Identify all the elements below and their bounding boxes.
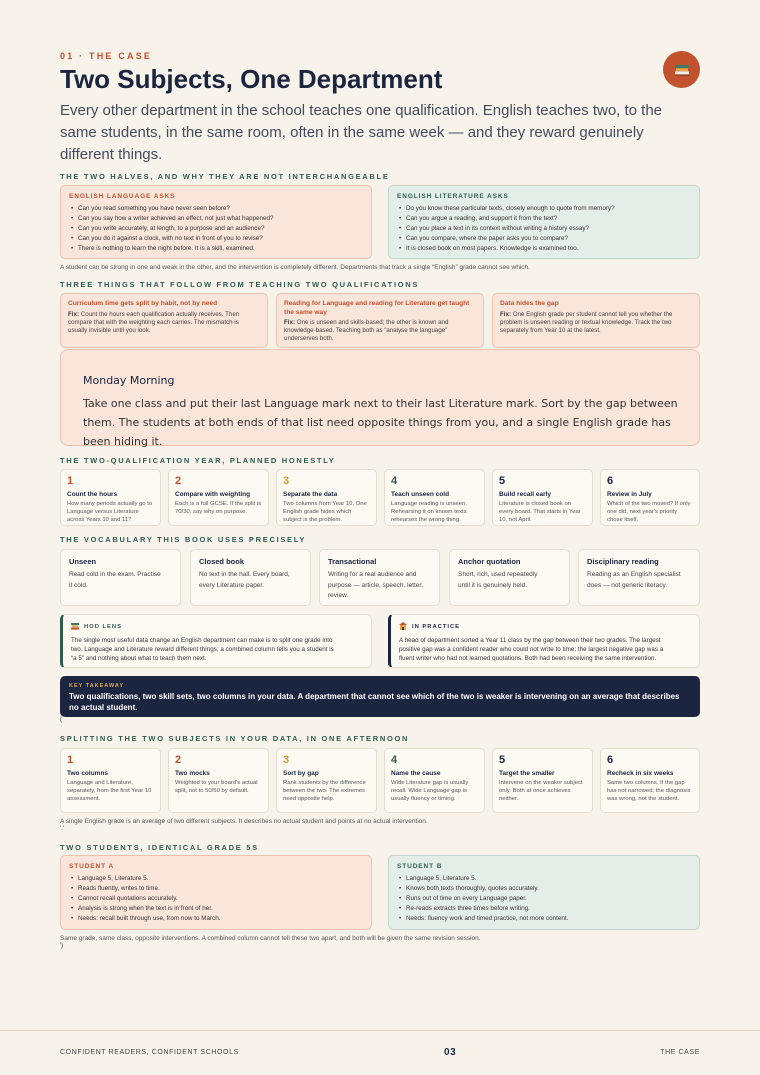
step-title: Two mocks <box>175 770 210 777</box>
books-icon <box>663 51 700 88</box>
step-title: Two columns <box>67 770 109 777</box>
vocab-line: until it is genuinely held. <box>458 581 528 589</box>
stray-mark: ( <box>60 717 62 723</box>
step-body: Wide Literature gap is usually recall. Wide Language gap is usually fluency or timing. <box>391 780 469 802</box>
three-things-body <box>500 311 692 336</box>
vocab-line: every Literature paper. <box>199 581 265 589</box>
splitting-step-5 <box>492 748 593 813</box>
halves-caption: A student can be strong in one and weak in the other, and the intervention is completely different. Departments that track a single “English” grade cannot see which. <box>60 264 530 271</box>
vocab-card-closed-book <box>190 549 311 606</box>
list-item: • Can you do it against a clock, with no text in front of you to revise? <box>71 234 363 244</box>
list-item: • Language 5, Literature 5. <box>71 874 363 884</box>
three-things-line: underserves both. <box>284 335 334 343</box>
step-number: 3 <box>283 754 290 766</box>
section-heading-vocabulary: THE VOCABULARY THIS BOOK USES PRECISELY <box>60 535 307 544</box>
list-item: • Knows both texts thoroughly, quotes accurately. <box>399 884 691 894</box>
section-kicker: 01 · THE CASE <box>60 51 153 61</box>
vocab-term: Transactional <box>328 557 377 566</box>
student-b-list <box>399 874 691 924</box>
list-item: • Language 5, Literature 5. <box>399 874 691 884</box>
language-asks-title: ENGLISH LANGUAGE ASKS <box>69 193 176 200</box>
key-takeaway-label: KEY TAKEAWAY <box>69 683 124 689</box>
vocab-definition <box>458 570 561 591</box>
student-b-title: STUDENT B <box>397 863 443 870</box>
student-a-box <box>60 855 372 930</box>
vocab-line: review. <box>328 592 349 599</box>
list-item: • Do you know these particular texts, closely enough to quote from memory? <box>399 204 691 214</box>
step-number: 1 <box>67 475 74 487</box>
list-item: • It is closed book on most papers. Knowledge is examined too. <box>399 244 691 254</box>
list-item: • Reads fluently, writes to time. <box>71 884 363 894</box>
step-number: 4 <box>391 754 398 766</box>
three-things-line: Count the hours each qualification actually receives. Then <box>80 310 240 318</box>
step-title: Name the cause <box>391 770 441 777</box>
step-title: Recheck in six weeks <box>607 770 674 777</box>
splitting-step-2 <box>168 748 269 813</box>
step-body: Intervene on the weaker subject only. Both at once achieves neither. <box>499 780 583 802</box>
splitting-step-6 <box>600 748 700 813</box>
section-heading-students: TWO STUDENTS, IDENTICAL GRADE 5S <box>60 843 259 852</box>
hod-lens-box <box>60 614 372 668</box>
splitting-step-1 <box>60 748 161 813</box>
key-takeaway-banner <box>60 676 700 717</box>
hod-lens-line: The single most useful data change an English department can make is to split one grade into <box>71 637 333 644</box>
three-things-card-2 <box>276 293 484 348</box>
in-practice-line: positive gap was a confident reader who could not write to time; the largest negative gap was a <box>399 645 664 653</box>
vocab-line: No text in the hall. Every board, <box>199 571 290 578</box>
vocab-term: Disciplinary reading <box>587 557 659 566</box>
year-plan-step-4 <box>384 469 485 526</box>
vocab-term: Anchor quotation <box>458 557 521 566</box>
step-number: 6 <box>607 754 614 766</box>
section-heading-three-things: THREE THINGS THAT FOLLOW FROM TEACHING TWO QUALIFICATIONS <box>60 280 420 289</box>
in-practice-line: fluent writer who had not learned quotations. Both had been receiving the same intervention. <box>399 654 657 662</box>
footer-section-name: THE CASE <box>660 1049 700 1056</box>
three-things-title-line: Reading for Language and reading for Literature get taught <box>284 300 470 307</box>
vocab-definition <box>199 570 302 591</box>
literature-asks-title: ENGLISH LITERATURE ASKS <box>397 193 509 200</box>
vocab-card-unseen <box>60 549 181 606</box>
year-plan-step-3 <box>276 469 377 526</box>
list-item: • Can you compare, where the paper asks you to compare? <box>399 234 691 244</box>
in-practice-label: IN PRACTICE <box>412 624 461 630</box>
three-things-title-line: the same way <box>284 308 327 316</box>
vocab-definition <box>328 570 431 602</box>
stray-mark: ') <box>60 943 64 949</box>
in-practice-line: A head of department sorted a Year 11 class by the gap between their two grades. The largest <box>399 637 661 644</box>
page-number: 03 <box>444 1047 457 1058</box>
vocab-card-transactional <box>319 549 440 606</box>
lede-paragraph: Every other department in the school teaches one qualification. English teaches two, to the same students, in the same room, often in the same week — and they reward genuinely different things. <box>60 102 663 163</box>
students-caption: Same grade, same class, opposite interventions. A combined column cannot tell these two apart, and both will be given the same revision session. <box>60 935 481 942</box>
three-things-title: Data hides the gap <box>500 300 559 307</box>
step-number: 2 <box>175 475 182 487</box>
step-number: 3 <box>283 475 290 487</box>
year-plan-step-2 <box>168 469 269 526</box>
list-item: • Can you write accurately, at length, to a purpose and an audience? <box>71 224 363 234</box>
step-number: 1 <box>67 754 74 766</box>
vocab-line: Reading as an English specialist <box>587 571 681 578</box>
hod-lens-header <box>71 622 371 632</box>
step-title: Teach unseen cold <box>391 491 450 498</box>
page-title: Two Subjects, One Department <box>60 64 443 94</box>
fix-label: Fix: <box>500 310 512 318</box>
student-a-title: STUDENT A <box>69 863 115 870</box>
list-item: • Can you place a text in its context without writing a history essay? <box>399 224 691 234</box>
in-practice-box <box>388 614 700 668</box>
books-icon <box>71 622 79 632</box>
language-asks-list <box>71 204 363 254</box>
vocab-line: purpose — article, speech, letter, <box>328 581 424 589</box>
literature-asks-list <box>399 204 691 254</box>
hod-lens-body <box>71 637 363 663</box>
step-number: 5 <box>499 475 506 487</box>
list-item: • Needs: recall built through use, from now to March. <box>71 914 363 924</box>
three-things-line: compare that with the weighting each carries. The mismatch is <box>68 318 239 326</box>
list-item: • Can you argue a reading, and support it from the text? <box>399 214 691 224</box>
vocab-term: Unseen <box>69 557 97 566</box>
fix-label: Fix: <box>68 310 80 318</box>
vocab-line: Writing for a real audience and <box>328 571 417 578</box>
step-number: 6 <box>607 475 614 487</box>
list-item: • Can you say how a writer achieved an effect, not just what happened? <box>71 214 363 224</box>
step-body: Same two columns. If the gap has not narrowed, the diagnosis was wrong, not the student. <box>607 780 691 802</box>
list-item: • Re-reads extracts three times before writing. <box>399 904 691 914</box>
year-plan-step-6 <box>600 469 700 526</box>
step-number: 4 <box>391 475 398 487</box>
three-things-line: separately from Year 10 at the latest. <box>500 326 601 334</box>
three-things-line: usually invisible until you look. <box>68 326 151 334</box>
monday-morning-title: Monday Morning <box>83 374 175 387</box>
three-things-card-3 <box>492 293 700 348</box>
splitting-step-3 <box>276 748 377 813</box>
splitting-caption: A single English grade is an average of two different subjects. It describes no actual student and points at no actual intervention. <box>60 818 428 825</box>
vocab-line: does — not generic literacy. <box>587 581 668 589</box>
year-plan-step-5 <box>492 469 593 526</box>
stray-mark: '.' <box>60 826 64 832</box>
list-item: • There is nothing to learn the night before. It is a skill, examined. <box>71 244 363 254</box>
hod-lens-label: HOD LENS <box>84 624 122 630</box>
list-item: • Runs out of time on every Language paper. <box>399 894 691 904</box>
three-things-body <box>284 319 476 344</box>
vocab-card-disciplinary-reading <box>578 549 700 606</box>
literature-asks-box <box>388 185 700 259</box>
step-title: Separate the data <box>283 491 338 498</box>
step-title: Sort by gap <box>283 770 319 777</box>
step-title: Build recall early <box>499 491 552 498</box>
school-icon <box>399 622 407 632</box>
step-body: Two columns from Year 10. One English grade hides which subject is the problem. <box>283 501 367 523</box>
in-practice-body <box>399 637 691 663</box>
step-number: 5 <box>499 754 506 766</box>
section-heading-splitting: SPLITTING THE TWO SUBJECTS IN YOUR DATA, IN ONE AFTERNOON <box>60 734 410 743</box>
splitting-step-4 <box>384 748 485 813</box>
year-plan-step-1 <box>60 469 161 526</box>
step-title: Target the smaller <box>499 770 555 777</box>
hod-lens-line: two. Language and Literature reward different things; a combined column tells you a student is <box>71 645 334 653</box>
step-body: Language and Literature, separately, from the first Year 10 assessment. <box>67 780 152 802</box>
step-title: Review in July <box>607 491 652 498</box>
step-body: Rank students by the difference between the two. The extremes need opposite help. <box>283 780 366 802</box>
vocab-definition <box>587 570 691 591</box>
vocab-line: Read cold in the exam. Practise <box>69 571 161 578</box>
three-things-line: One is unseen and skills-based; the other is known and <box>296 319 449 326</box>
vocab-definition <box>69 570 172 591</box>
list-item: • Analysis is strong when the text is in front of her. <box>71 904 363 914</box>
in-practice-header <box>399 622 699 632</box>
list-item: • Needs: fluency work and timed practice, not more content. <box>399 914 691 924</box>
step-body: How many periods actually go to Language versus Literature across Years 10 and 11? <box>67 501 153 523</box>
step-body: Weighted to your board's actual split, not to 50/50 by default. <box>175 780 258 794</box>
monday-morning-body: Take one class and put their last Language mark next to their last Literature mark. Sort by the gap between them. The students at both ends of that list need opposite things from you, and a single English grade has been hiding it. <box>83 397 678 448</box>
vocab-line: it cold. <box>69 581 88 589</box>
step-body: Language reading is unseen. Rehearsing it on known texts rehearses the wrong thing. <box>391 501 467 523</box>
three-things-title <box>284 300 476 317</box>
fix-label: Fix: <box>284 319 296 326</box>
step-body: Which of the two moved? If only one did, next year's priority chose itself. <box>607 501 691 523</box>
step-number: 2 <box>175 754 182 766</box>
step-body: Literature is closed book on every board. That starts in Year 10, not April. <box>499 501 581 523</box>
step-title: Count the hours <box>67 491 118 498</box>
three-things-line: knowledge-based. Teaching both as “analyse the language” <box>284 327 448 335</box>
footer-book-title: CONFIDENT READERS, CONFIDENT SCHOOLS <box>60 1049 239 1056</box>
hod-lens-line: “a 5” and nothing about what to teach them next. <box>71 654 207 662</box>
three-things-line: problem is unseen reading or textual knowledge. Track the two <box>500 318 672 326</box>
step-body: Each is a full GCSE. If the split is 70/30, say why on purpose. <box>175 501 262 515</box>
three-things-title: Curriculum time gets split by habit, not by need <box>68 300 218 307</box>
monday-morning-callout <box>60 349 700 446</box>
student-b-box <box>388 855 700 930</box>
three-things-card-1 <box>60 293 268 348</box>
student-a-list <box>71 874 363 924</box>
three-things-body <box>68 311 260 336</box>
vocab-term: Closed book <box>199 557 245 566</box>
footer-divider <box>0 1030 760 1031</box>
section-heading-year-plan: THE TWO-QUALIFICATION YEAR, PLANNED HONESTLY <box>60 456 336 465</box>
three-things-line: One English grade per student cannot tell you whether the <box>512 310 673 318</box>
key-takeaway-text: Two qualifications, two skill sets, two columns in your data. A department that cannot see which of the two is weaker is intervening on an average that describes no actual student. <box>69 692 680 712</box>
language-asks-box <box>60 185 372 259</box>
list-item: • Cannot recall quotations accurately. <box>71 894 363 904</box>
vocab-card-anchor-quotation <box>449 549 570 606</box>
section-heading-halves: THE TWO HALVES, AND WHY THEY ARE NOT INTERCHANGEABLE <box>60 172 390 181</box>
step-title: Compare with weighting <box>175 491 251 498</box>
vocab-line: Short, rich, used repeatedly <box>458 571 538 578</box>
list-item: • Can you read something you have never seen before? <box>71 204 363 214</box>
